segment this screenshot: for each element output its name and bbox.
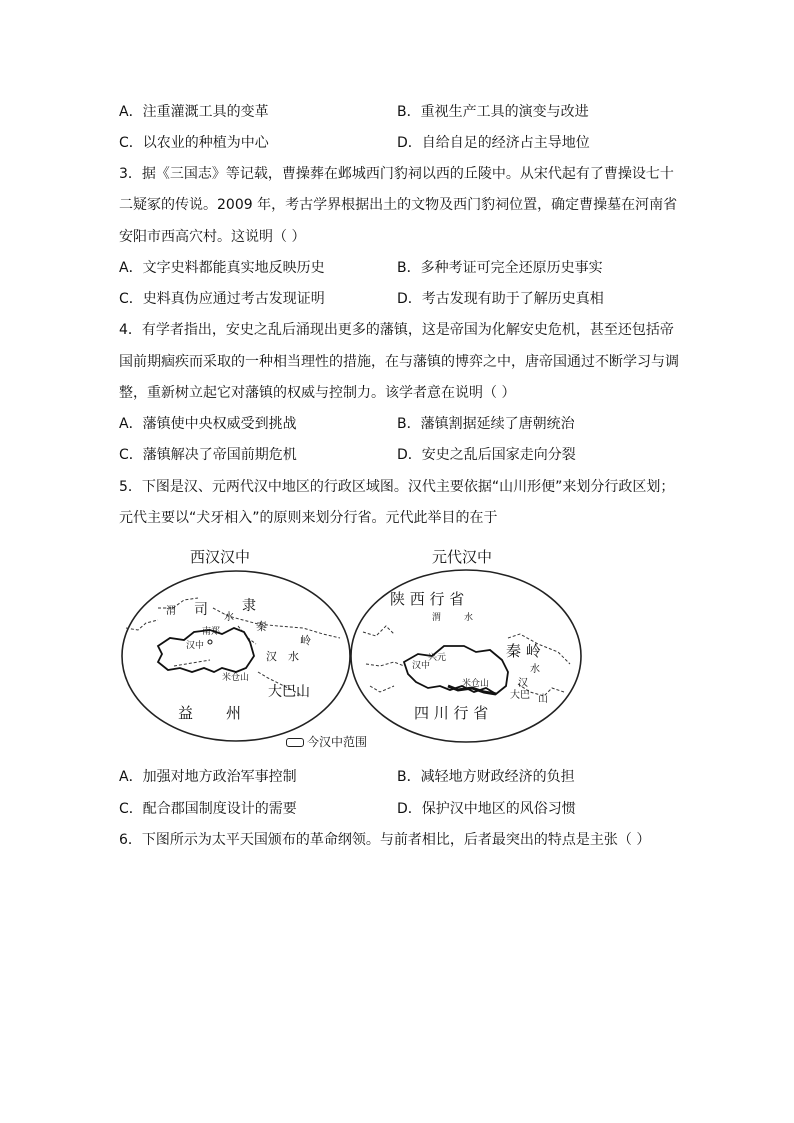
map-left-border [238,626,256,644]
label-shui-left-1: 水 [224,612,234,623]
nanzheng-dot [208,640,212,644]
label-han-left: 汉 [266,650,277,663]
label-micangshan-left: 米仓山 [222,673,250,683]
label-zhou: 州 [226,704,242,722]
q3-option-d: D．考古发现有助于了解历史真相 [397,291,604,307]
q3-stem-line-1: 3．据《三国志》等记载，曹操葬在邺城西门豹祠以西的丘陵中。从宋代起有了曹操设七十 [119,166,674,182]
label-shaanxi: 陕 西 行 省 [390,590,465,608]
label-dabashan: 大巴山 [268,684,310,700]
q4-stem-line-2: 国前期痼疾而采取的一种相当理性的措施，在与藩镇的博弈之中，唐帝国通过不断学习与调 [119,354,679,370]
q5-option-d: D．保护汉中地区的风俗习惯 [397,801,576,817]
q6-stem-line-1: 6．下图所示为太平天国颁布的革命纲领。与前者相比，后者最突出的特点是主张（ ） [119,832,651,848]
legend-label: 今汉中范围 [307,735,368,749]
label-qinling: 秦 岭 [506,642,541,660]
q3-stem-line-2: 二疑冢的传说。2009 年，考古学界根据出土的文物及西门豹祠位置，确定曹操墓在河南省 [119,197,678,213]
q2-option-c: C．以农业的种植为中心 [119,135,269,151]
q3-stem-line-3: 安阳市西高穴村。这说明（ ） [119,229,306,245]
label-hanzhong-left: 汉中 [186,641,205,651]
label-shan-right: 山 [538,694,548,705]
label-daba: 大巴 [510,690,530,701]
q4-option-a: A．藩镇使中央权威受到挑战 [119,416,297,432]
map-yuan [351,570,581,742]
q4-option-b: B．藩镇割据延续了唐朝统治 [397,416,575,432]
q3-option-c: C．史料真伪应通过考古发现证明 [119,291,325,307]
label-xingyuan: 兴元 [428,653,447,663]
q4-stem-line-3: 整，重新树立起它对藩镇的权威与控制力。该学者意在说明（ ） [119,385,516,401]
map-legend [286,733,367,750]
label-wei-right: 渭 [432,613,442,623]
label-shui-left-2: 水 [288,650,299,663]
q2-option-a: A．注重灌溉工具的变革 [119,104,269,120]
map-right-title: 元代汉中 [432,548,493,566]
label-yi: 益 [178,704,194,722]
label-sichuan: 四 川 行 省 [414,704,489,722]
map-left-title: 西汉汉中 [190,548,251,566]
label-nanzheng: 南郑 [202,627,221,637]
hanzhong-maps [118,540,588,755]
q3-option-a: A．文字史料都能真实地反映历史 [119,260,325,276]
label-shui-right-2: 水 [530,664,540,675]
q5-option-b: B．减轻地方财政经济的负担 [397,769,575,785]
map-right-border [363,626,394,636]
map-left-border [158,598,198,608]
q5-stem-line-1: 5．下图是汉、元两代汉中地区的行政区域图。汉代主要依据“山川形便”来划分行政区划； [119,479,675,495]
q4-option-c: C．藩镇解决了帝国前期危机 [119,447,297,463]
q5-stem-line-2: 元代主要以“犬牙相入”的原则来划分行省。元代此举目的在于 [119,510,498,526]
label-shui-right-1: 水 [464,613,474,623]
q4-option-d: D．安史之乱后国家走向分裂 [397,447,576,463]
label-qin-left: 秦 [256,620,267,633]
map-left-border [126,620,158,630]
label-micangshan-right: 米仓山 [462,679,490,689]
q3-option-b: B．多种考证可完全还原历史事实 [397,260,603,276]
label-si: 司 [194,602,208,618]
label-wei-left: 渭 [166,606,176,617]
map-right-border [366,662,404,666]
map-western-han [122,571,350,741]
legend-boundary-swatch [286,738,304,747]
map-right-border [370,686,394,692]
label-han-right: 汉 [518,678,528,689]
map-left-border [174,660,210,666]
q5-option-c: C．配合郡国制度设计的需要 [119,801,297,817]
label-li: 隶 [242,598,256,614]
label-ling-left: 岭 [300,634,311,647]
label-hanzhong-right: 汉中 [412,661,431,671]
q5-option-a: A．加强对地方政治军事控制 [119,769,297,785]
q2-option-b: B．重视生产工具的演变与改进 [397,104,589,120]
q2-option-d: D．自给自足的经济占主导地位 [397,135,590,151]
q4-stem-line-1: 4．有学者指出，安史之乱后涌现出更多的藩镇，这是帝国为化解安史危机，甚至还包括帝 [119,322,674,338]
